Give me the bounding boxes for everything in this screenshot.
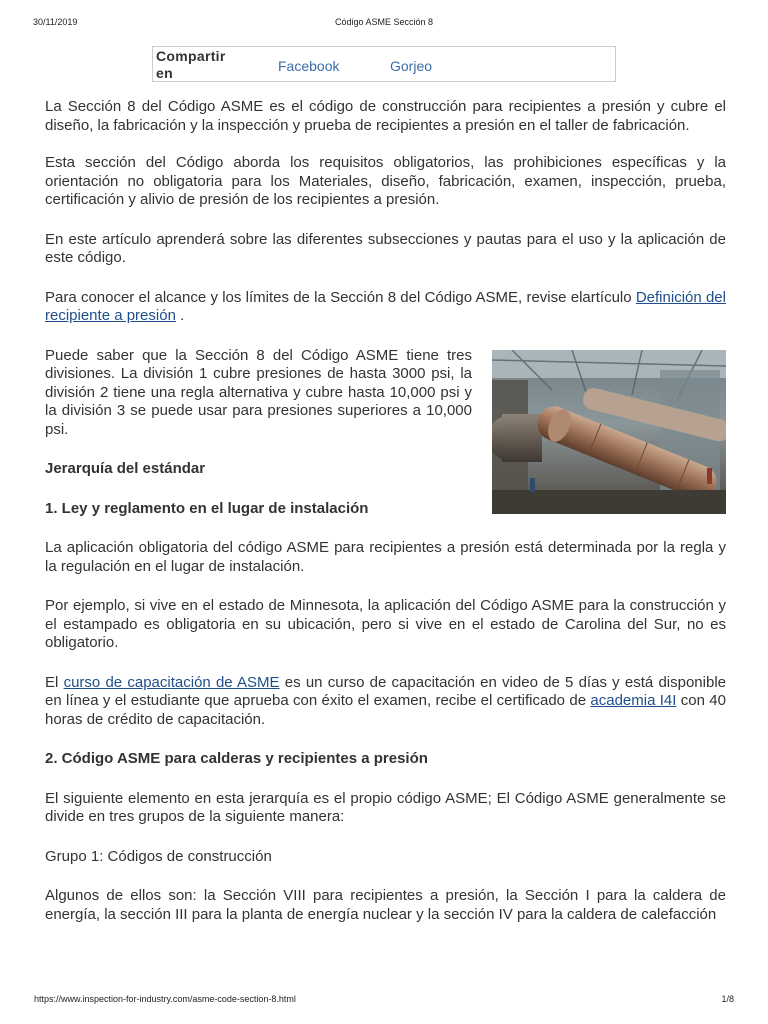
print-document-title: Código ASME Sección 8 bbox=[334, 17, 434, 27]
share-label: Compartir en bbox=[156, 48, 226, 81]
paragraph-group-1: Grupo 1: Códigos de construcción bbox=[45, 847, 272, 865]
heading-standard-hierarchy: Jerarquía del estándar bbox=[45, 460, 206, 477]
paragraph-example-states: Por ejemplo, si vive en el estado de Minnesota, la aplicación del Código ASME para la construcción y el estampado es obligatoria en su ubicación, pero si vive en el estado de Carolina del Sur, no es obligatorio. bbox=[45, 597, 726, 651]
paragraph-code-groups: El siguiente elemento en esta jerarquía es el propio código ASME; El Código ASME generalmente se divide en tres grupos de la siguiente manera: bbox=[45, 789, 726, 825]
i4i-academy-link[interactable]: academia I4I bbox=[590, 692, 677, 709]
print-header bbox=[0, 17, 768, 31]
paragraph-divisions: Puede saber que la Sección 8 del Código ASME tiene tres divisiones. La división 1 cubre presiones de hasta 3000 psi, la división 2 tiene una regla alternativa y cubre hasta 10,000 psi y la división 3 se puede usar para presiones superiores a 10,000 psi. bbox=[45, 346, 472, 438]
paragraph-text: es un curso de capacitación en video de 5 días y está disponible en línea y el estudiante que aprueba con éxito el examen, recibe el certificado de bbox=[45, 673, 726, 709]
facebook-share-link[interactable]: Facebook bbox=[278, 58, 340, 74]
pressure-vessel-definition-link[interactable]: Definición del recipiente a presión bbox=[45, 288, 726, 324]
paragraph-sections-list: Algunos de ellos son: la Sección VIII para recipientes a presión, la Sección I para la caldera de energía, la sección III para la planta de energía nuclear y la sección IV para la caldera de calefacción bbox=[45, 887, 726, 923]
share-bar bbox=[152, 46, 616, 82]
paragraph-training-course bbox=[45, 674, 726, 730]
heading-asme-boiler-code: 2. Código ASME para calderas y recipientes a presión bbox=[45, 750, 428, 767]
page-number: 1/8 bbox=[721, 994, 734, 1004]
paragraph-scope: Esta sección del Código aborda los requisitos obligatorios, las prohibiciones específicas y la orientación no obligatoria para los Materiales, diseño, fabricación, examen, inspección, prueba, certificación y alivio de presión de los recipientes a presión. bbox=[45, 154, 726, 208]
twitter-share-link[interactable]: Gorjeo bbox=[390, 58, 433, 74]
paragraph-mandatory-application: La aplicación obligatoria del código ASME para recipientes a presión está determinada por la regla y la regulación en el lugar de instalación. bbox=[45, 539, 726, 575]
print-footer-url: https://www.inspection-for-industry.com/asme-code-section-8.html bbox=[34, 994, 296, 1004]
article-body bbox=[45, 98, 726, 945]
paragraph-text: con 40 horas de crédito de capacitación. bbox=[45, 692, 726, 728]
paragraph-overview: En este artículo aprenderá sobre las diferentes subsecciones y pautas para el uso y la aplicación de este código. bbox=[45, 230, 726, 266]
asme-training-course-link[interactable]: curso de capacitación de ASME bbox=[63, 673, 280, 691]
paragraph-text: Para conocer el alcance y los límites de la Sección 8 del Código ASME, revise elartículo bbox=[45, 288, 636, 306]
paragraph-intro: La Sección 8 del Código ASME es el código de construcción para recipientes a presión y cubre el diseño, la fabricación y la inspección y prueba de recipientes a presión en el taller de fabricación. bbox=[45, 98, 726, 134]
pressure-vessel-workshop-photo bbox=[492, 350, 726, 514]
heading-law-regulation: 1. Ley y reglamento en el lugar de instalación bbox=[45, 499, 369, 517]
paragraph-text: . bbox=[175, 307, 185, 324]
print-date: 30/11/2019 bbox=[33, 17, 78, 27]
paragraph-definition-reference bbox=[45, 289, 726, 326]
paragraph-text: El bbox=[45, 673, 64, 691]
